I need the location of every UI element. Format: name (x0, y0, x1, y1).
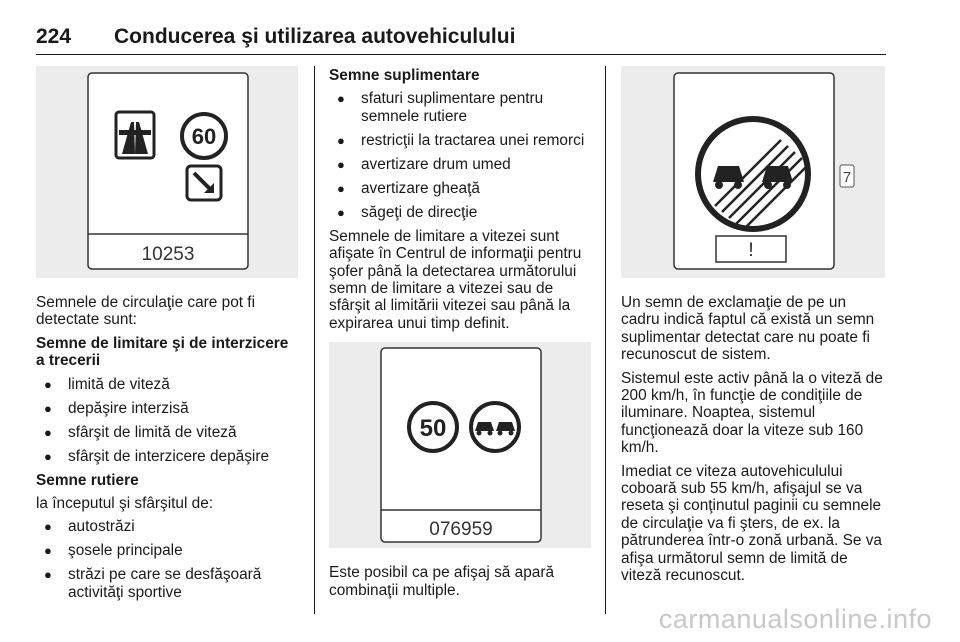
figure-code: 076959 (429, 519, 493, 541)
no-overtaking-icon (471, 403, 519, 451)
figure-side-mark: 7 (842, 169, 852, 186)
list-item: ● sfârşit de interzicere depăşire (36, 448, 298, 465)
speed-limit-value: 50 (419, 415, 447, 443)
column-divider (605, 66, 606, 614)
paragraph: Sistemul este activ până la o viteză de 200 km/h, în funcţie de condiţiile de iluminare. Noaptea, sistemul funcţionează doar la viteze sub 160 km/h. (621, 369, 883, 457)
page-header (36, 20, 886, 55)
list-item: ● limită de viteză (36, 376, 298, 393)
sign-list (329, 90, 591, 221)
section-heading: Semne suplimentare (329, 67, 480, 84)
sign-list (36, 518, 298, 601)
figure-sign-display-3 (621, 66, 885, 278)
sign-list (36, 376, 298, 465)
list-item: ● avertizare gheaţă (329, 180, 591, 197)
list-item: ● săgeţi de direcţie (329, 204, 591, 221)
list-item: ● sfârşit de limită de viteză (36, 424, 298, 441)
intro-text: Semnele de circulaţie care pot fi detectate sunt: (36, 294, 256, 329)
arrow-down-right-icon (187, 166, 221, 200)
column-2 (329, 67, 591, 605)
watermark: carmanualsonline.info (658, 604, 932, 634)
figure-side-label (840, 165, 854, 187)
list-item: ● şosele principale (36, 542, 298, 559)
column-3 (621, 66, 887, 591)
section-heading: Semne de limitare şi de interzicere a trecerii (36, 334, 289, 370)
list-item: ● depăşire interzisă (36, 400, 298, 417)
section-text: la începutul şi sfârşitul de: (36, 495, 214, 513)
list-item: ● restricţii la tractarea unei remorci (329, 132, 591, 149)
speed-limit-value: 60 (191, 124, 217, 149)
list-item: ● autostrăzi (36, 518, 298, 535)
list-item: ● străzi pe care se desfăşoară activităţi sportive (36, 566, 298, 601)
page-title: Conducerea şi utilizarea autovehiculului (114, 25, 516, 48)
figure-sign-display-2 (329, 342, 591, 548)
column-divider (314, 66, 315, 614)
unrecognized-sign-mark: ! (748, 240, 754, 261)
list-item: ● sfaturi suplimentare pentru semnele rutiere (329, 90, 591, 125)
paragraph: Este posibil ca pe afişaj să apară combinaţii multiple. (329, 564, 555, 599)
motorway-icon (116, 112, 154, 158)
paragraph: Un semn de exclamaţie de pe un cadru indică faptul că există un semn suplimentar detectat care nu poate fi recunoscut de sistem. (621, 294, 875, 364)
paragraph: Imediat ce viteza autovehiculului coboară sub 55 km/h, afişajul se va reseta şi conţinutul paginii cu semnele de circulaţie va fi şters, de ex. la pătrunderea într-o zonă urbană. Se va afişa următorul semn de limită de viteză recunoscut. (621, 462, 882, 585)
end-no-overtaking-icon (698, 119, 809, 230)
column-1 (36, 66, 298, 608)
paragraph: Semnele de limitare a vitezei sunt afişate în Centrul de informaţii pentru şofer până la detectarea următorului semn de limitare a vitezei sau de sfârşit al limitării vitezei sau până la expirarea unui timp definit. (329, 227, 582, 332)
section-heading: Semne rutiere (36, 471, 139, 489)
page-number: 224 (36, 25, 72, 48)
list-item: ● avertizare drum umed (329, 156, 591, 173)
figure-code: 10253 (141, 244, 195, 265)
figure-sign-display-1 (36, 66, 298, 278)
